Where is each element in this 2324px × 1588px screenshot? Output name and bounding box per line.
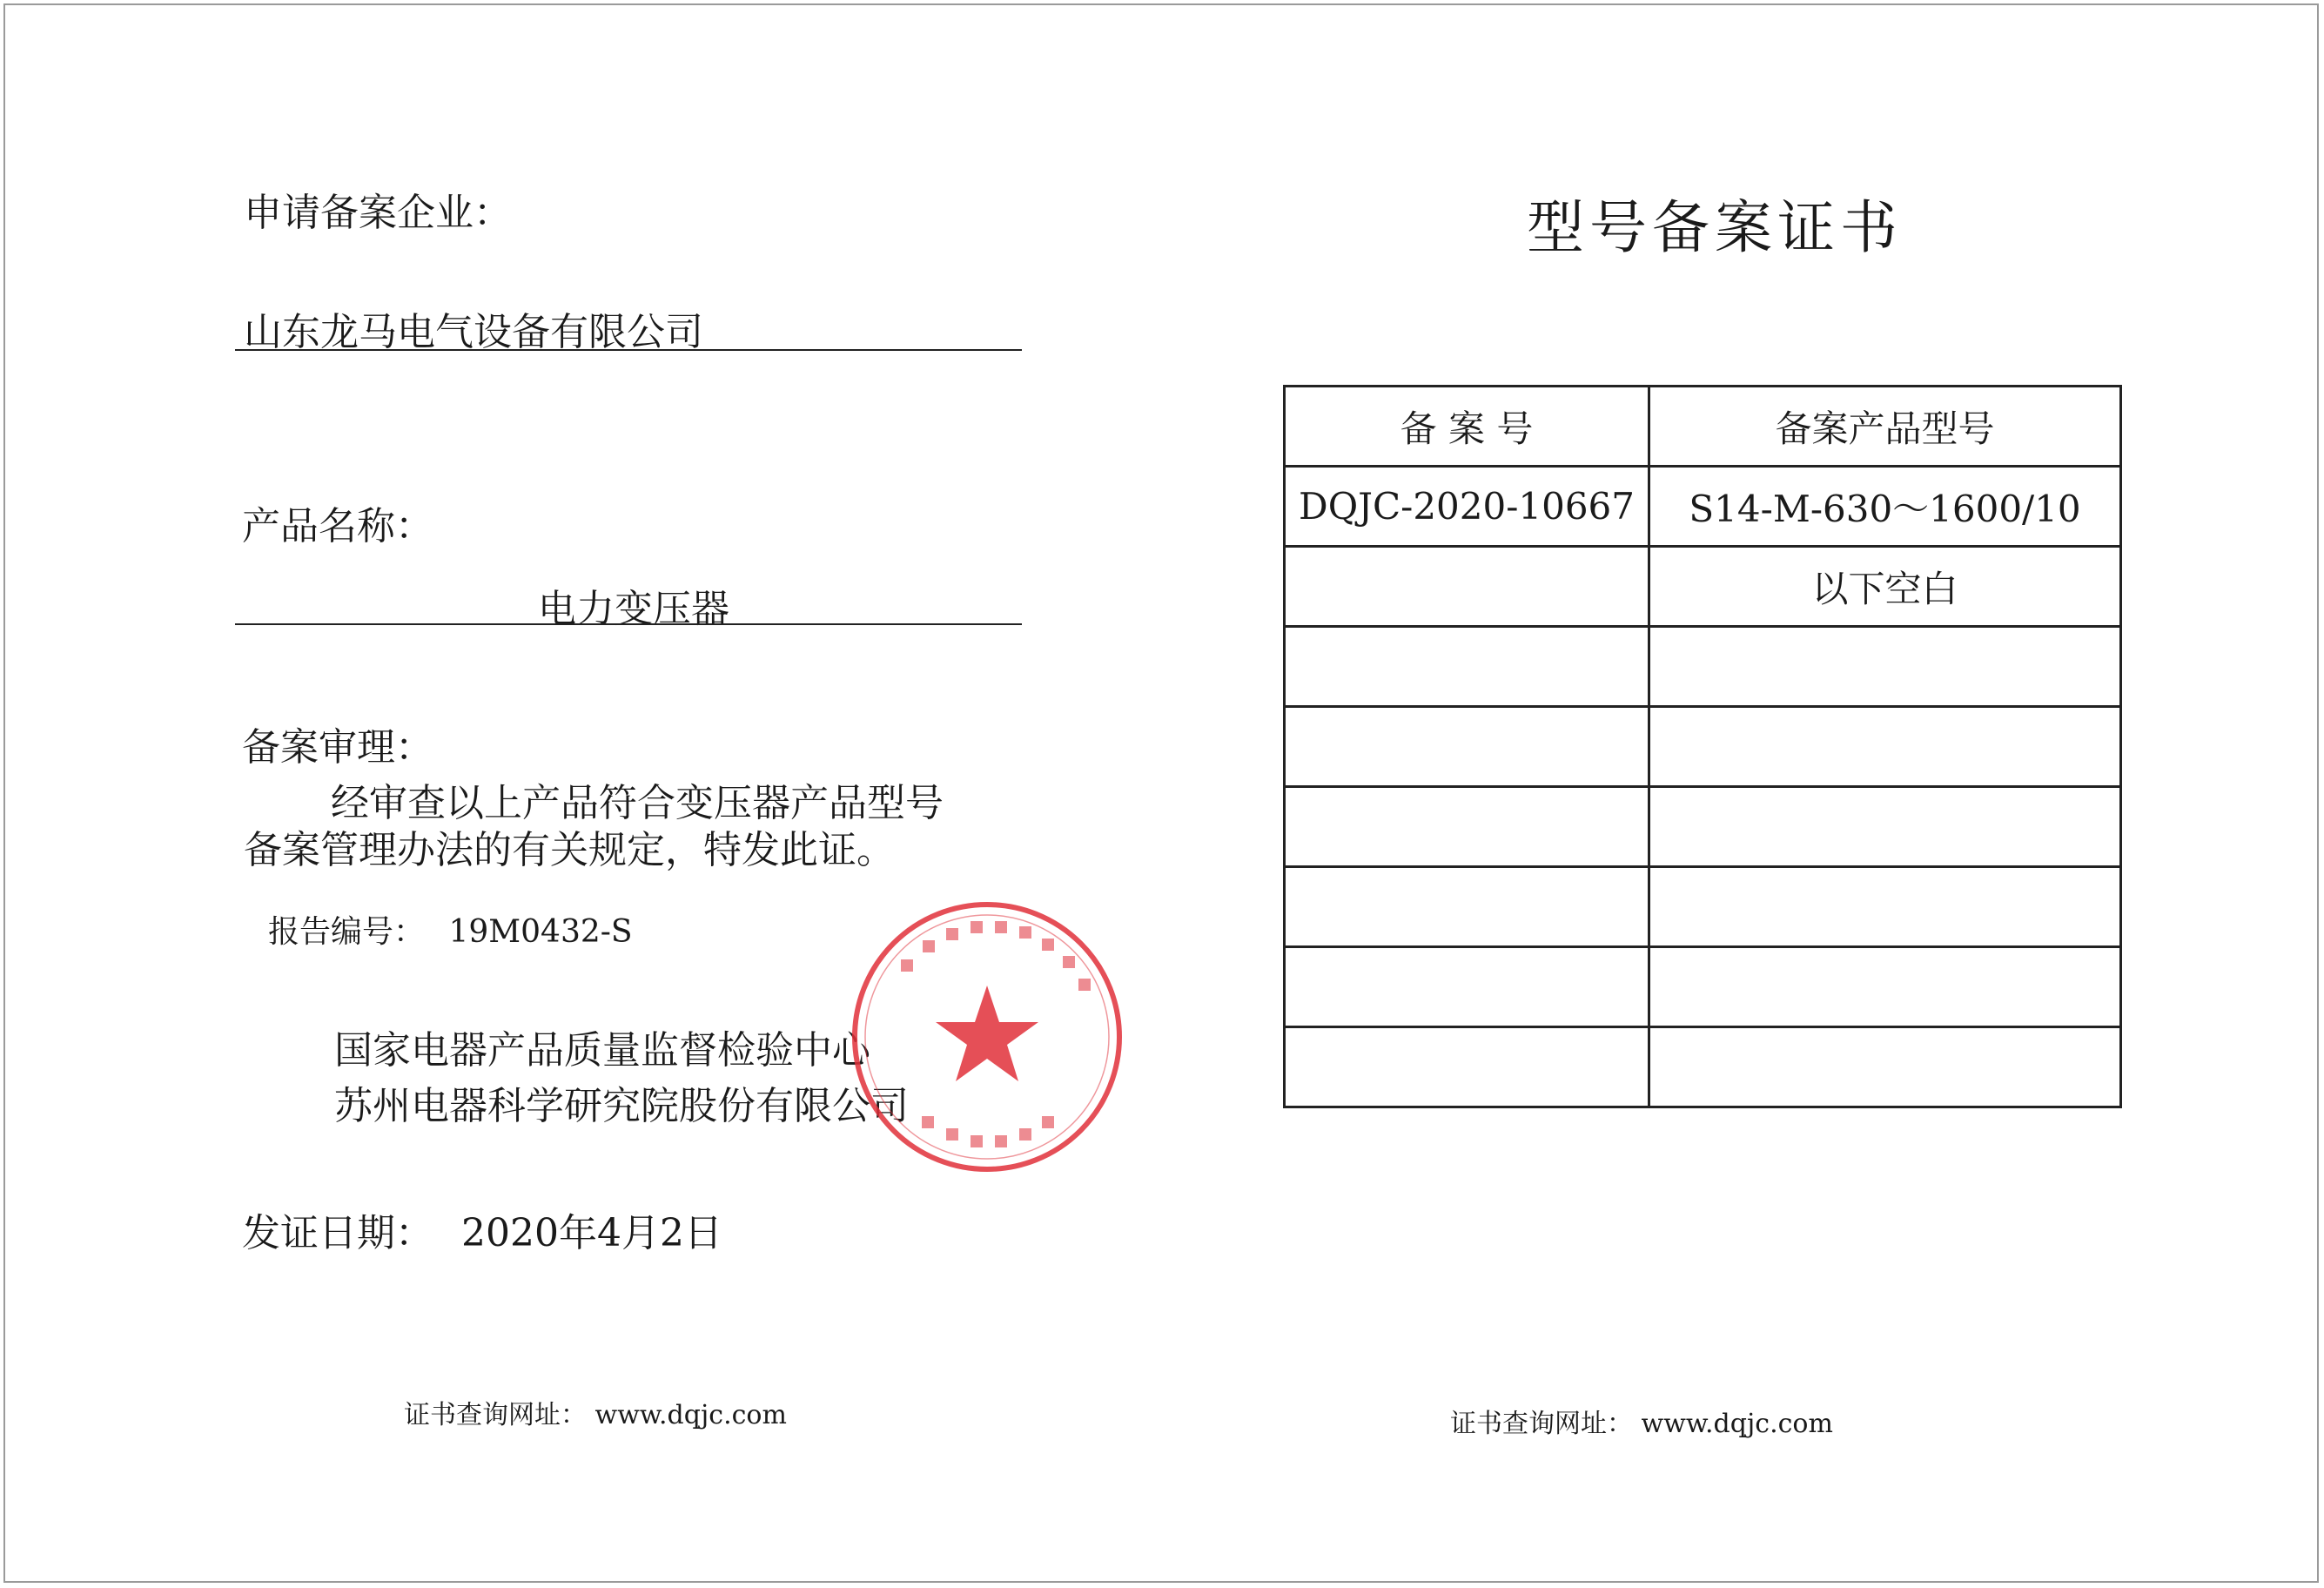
registration-table xyxy=(1283,385,2122,1108)
registration-no-cell xyxy=(1285,627,1649,707)
product-value: 电力变压器 xyxy=(538,587,729,631)
registration-no-cell: DQJC-2020-10667 xyxy=(1285,467,1649,547)
product-model-cell: S14-M-630～1600/10 xyxy=(1649,467,2121,547)
right-query-url: www.dqjc.com xyxy=(1641,1409,1833,1439)
date-value: 2020年4月2日 xyxy=(461,1211,722,1255)
date-label: 发证日期： xyxy=(242,1211,433,1255)
table-row xyxy=(1285,627,2121,707)
product-model-cell xyxy=(1649,627,2121,707)
left-query-line xyxy=(404,1393,787,1431)
applicant-label: 申请备案企业： xyxy=(244,191,512,235)
applicant-value: 山东龙马电气设备有限公司 xyxy=(244,310,703,354)
header-registration-no: 备 案 号 xyxy=(1285,387,1649,467)
product-model-cell xyxy=(1649,947,2121,1027)
table-row xyxy=(1285,1027,2121,1107)
issue-date xyxy=(242,1201,722,1257)
product-model-cell: 以下空白 xyxy=(1649,547,2121,627)
registration-no-cell xyxy=(1285,707,1649,787)
report-number xyxy=(268,907,633,952)
report-value: 19M0432-S xyxy=(448,914,633,950)
table-header-row xyxy=(1285,387,2121,467)
registration-no-cell xyxy=(1285,947,1649,1027)
report-label: 报告编号： xyxy=(268,914,426,950)
left-query-label: 证书查询网址： xyxy=(404,1400,587,1430)
review-label: 备案审理： xyxy=(242,725,433,770)
table-row xyxy=(1285,947,2121,1027)
product-underline xyxy=(235,623,1022,625)
left-query-url: www.dqjc.com xyxy=(594,1400,787,1430)
certificate-title: 型号备案证书 xyxy=(1527,194,1903,261)
product-label: 产品名称： xyxy=(242,504,433,548)
product-model-cell xyxy=(1649,707,2121,787)
registration-no-cell xyxy=(1285,1027,1649,1107)
registration-no-cell xyxy=(1285,787,1649,867)
registration-no-cell xyxy=(1285,867,1649,947)
review-line-2: 备案管理办法的有关规定，特发此证。 xyxy=(244,828,895,872)
product-model-cell xyxy=(1649,1027,2121,1107)
product-model-cell xyxy=(1649,787,2121,867)
right-query-label: 证书查询网址： xyxy=(1450,1409,1633,1439)
table-row xyxy=(1285,707,2121,787)
applicant-underline xyxy=(235,349,1022,351)
table-row xyxy=(1285,547,2121,627)
org-line-2: 苏州电器科学研究院股份有限公司 xyxy=(334,1084,909,1128)
product-model-cell xyxy=(1649,867,2121,947)
header-product-model: 备案产品型号 xyxy=(1649,387,2121,467)
table-row xyxy=(1285,787,2121,867)
table-row xyxy=(1285,867,2121,947)
registration-no-cell xyxy=(1285,547,1649,627)
right-query-line xyxy=(1450,1402,1833,1440)
review-line-1: 经审查以上产品符合变压器产品型号 xyxy=(331,781,944,825)
org-line-1: 国家电器产品质量监督检验中心 xyxy=(334,1028,870,1073)
table-row xyxy=(1285,467,2121,547)
red-star-seal xyxy=(849,898,1125,1175)
